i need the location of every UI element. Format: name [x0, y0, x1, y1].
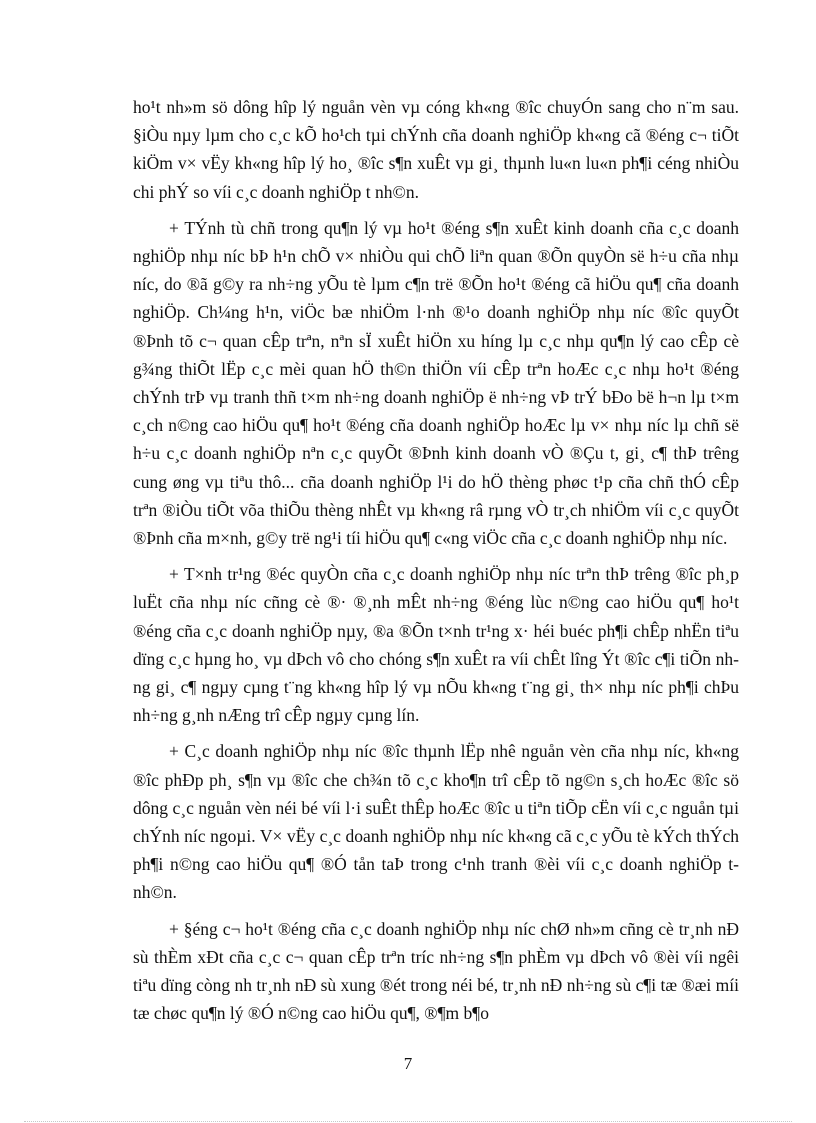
- paragraph-3: + T×nh tr¹ng ®éc quyÒn cña c¸c doanh nghiÖp nhµ níc trªn thÞ trêng ®îc ph¸p luËt cña nhµ níc cñng cè ®· ®¸nh mÊt nh÷ng ®éng lùc n©ng cao hiÖu qu¶ ho¹t ®éng cña c¸c doanh nghiÖp nµy, ®a ®Õn t×nh tr¹ng x· héi buéc ph¶i chÊp nhËn tiªu dïng c¸c hµng ho¸ vµ dÞch vô cho chóng s¶n xuÊt ra víi chÊt lîng Ýt ®îc c¶i tiÕn nhng gi¸ c¶ ngµy cµng t¨ng kh«ng hîp lý vµ nÕu kh«ng t¨ng gi¸ th× nhµ níc ph¶i chÞu nh÷ng g¸nh nÆng trî cÊp ngµy cµng lín.: [133, 564, 739, 726]
- paragraph-5: + §éng c¬ ho¹t ®éng cña c¸c doanh nghiÖp nhµ níc chØ nh»m cñng cè tr¸nh nÐ sù thÈm xÐt cña c¸c c¬ quan cÊp trªn tríc nh÷ng s¶n phÈm vµ dÞch vô ®èi víi ngêi tiªu dïng còng nh tr¸nh nÐ sù xung ®ét trong néi bé, tr¸nh nÐ nh÷ng sù c¶i tæ ®æi míi tæ chøc qu¶n lý ®Ó n©ng cao hiÖu qu¶, ®¶m b¶o: [133, 918, 739, 1024]
- page-edge-divider: [24, 1121, 792, 1122]
- paragraph-2: + TÝnh tù chñ trong qu¶n lý vµ ho¹t ®éng s¶n xuÊt kinh doanh cña c¸c doanh nghiÖp nhµ níc bÞ h¹n chÕ v× nhiÒu qui chÕ liªn quan ®Õn quyÒn së h÷u cña nhµ níc, do ®ã g©y ra nh÷ng yÕu tè lµm c¶n trë ®Õn ho¹t ®éng cã hiÖu qu¶ cña doanh nghiÖp. Ch¼ng h¹n, viÖc bæ nhiÖm l·nh ®¹o doanh nghiÖp nhµ níc ®îc quyÕt ®Þnh tõ c¬ quan cÊp trªn, nªn sÏ xuÊt hiÖn xu híng lµ c¸c nhµ qu¶n lý cao cÊp cè g¾ng thiÕt lËp c¸c mèi quan hÖ th©n thiÖn víi cÊp trªn hoÆc c¸c nhµ ho¹t ®éng chÝnh trÞ vµ tranh thñ t×m nh÷ng doanh nghiÖp ë nh÷ng vÞ trÝ bÐo bë h¬n lµ t×m c¸ch n©ng cao hiÖu qu¶ ho¹t ®éng cña doanh nghiÖp hoÆc lµ v× nhµ níc lµ chñ së h÷u c¸c doanh nghiÖp nªn c¸c quyÕt ®Þnh kinh doanh vÒ ®Çu t, gi¸ c¶ thÞ trêng cung øng vµ tiªu thô... cña doanh nghiÖp l¹i do hÖ thèng phøc t¹p cña chñ thÓ cÊp trªn ®iÒu tiÕt võa thiÕu thèng nhÊt vµ kh«ng râ rµng vÒ tr¸ch nhiÖm víi c¸c quyÕt ®Þnh cña m×nh, g©y trë ng¹i tíi hiÖu qu¶ c«ng viÖc cña c¸c doanh nghiÖp nhµ níc.: [133, 217, 739, 549]
- body-text: [133, 93, 739, 1036]
- paragraph-4: + C¸c doanh nghiÖp nhµ níc ®îc thµnh lËp nhê nguån vèn cña nhµ níc, kh«ng ®îc phÐp ph¸ s¶n vµ ®îc che ch¾n tõ c¸c kho¶n trî cÊp tõ ng©n s¸ch hoÆc ®îc sö dông c¸c nguån vèn néi bé víi l·i suÊt thÊp hoÆc ®îc u tiªn tiÕp cËn víi c¸c nguån tµi chÝnh níc ngoµi. V× vËy c¸c doanh nghiÖp nhµ níc kh«ng cã c¸c yÕu tè kÝch thÝch ph¶i n©ng cao hiÖu qu¶ ®Ó tån taÞ trong c¹nh tranh ®èi víi c¸c doanh nghiÖp t nh©n.: [133, 741, 739, 903]
- paragraph-1: ho¹t nh»m sö dông hîp lý nguån vèn vµ cóng kh«ng ®îc chuyÓn sang cho n¨m sau. §iÒu nµy lµm cho c¸c kÕ ho¹ch tµi chÝnh cña doanh nghiÖp kh«ng cã ®éng c¬ tiÕt kiÖm v× vËy kh«ng hîp lý ho¸ ®îc s¶n xuÊt vµ gi¸ thµnh lu«n lu«n ph¶i céng nhiÒu chi phÝ so víi c¸c doanh nghiÖp t nh©n.: [133, 97, 739, 202]
- page-number: 7: [403, 1054, 413, 1073]
